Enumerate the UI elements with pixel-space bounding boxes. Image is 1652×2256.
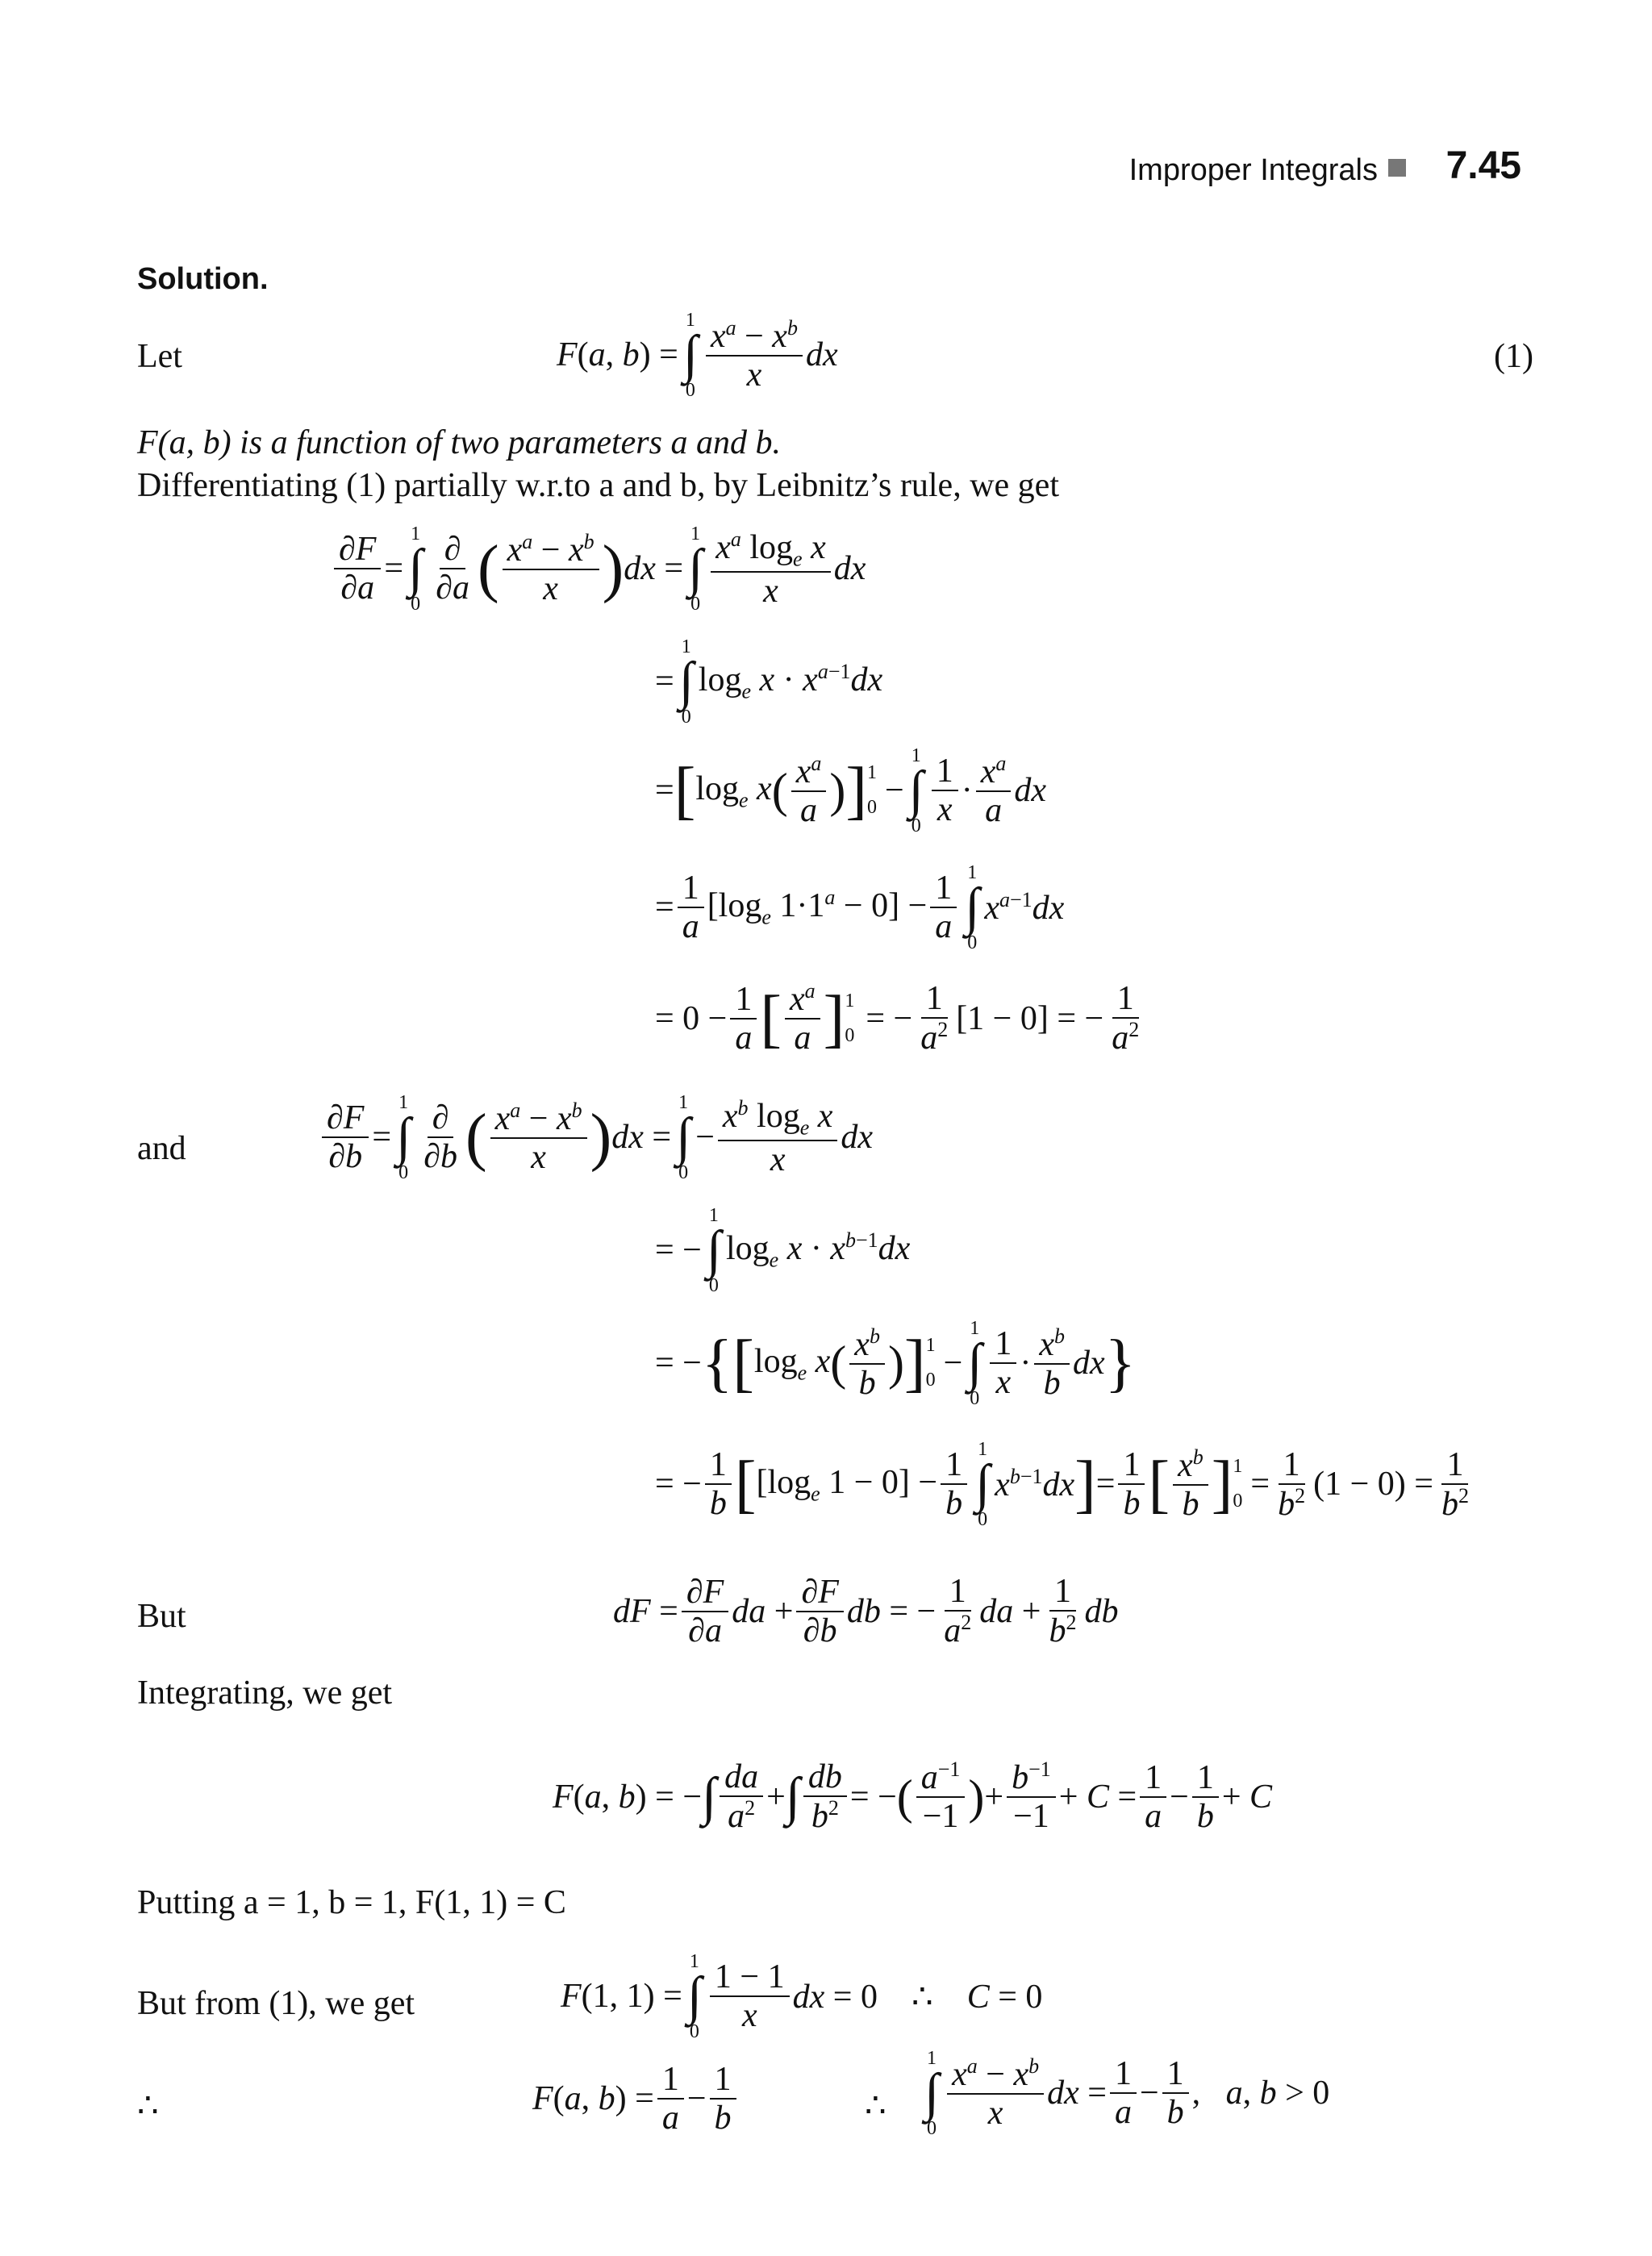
equation-number: (1) [1494, 338, 1533, 375]
header-square-icon [1388, 159, 1406, 177]
but-label: But [137, 1598, 186, 1635]
integrating-line: Integrating, we get [137, 1674, 393, 1712]
equation-result: F(a, b) = $\frac{1}{a}$ − $\frac{1}{b}$ [532, 2061, 740, 2137]
and-label: and [137, 1130, 186, 1167]
therefore-symbol-2: ∴ [865, 2087, 886, 2125]
equation-dFda-line4: = $\frac{1}{a}$ [$\log_e$ $1\cdot 1^a - 0$] − $\frac{1}{a}$ 1 ∫ 0 $x^{a-1}dx$ [655, 862, 1065, 953]
equation-total-differential: dF = $\frac{\partial F}{\partial a}$ da + $\frac{\partial F}{\partial b}$ db = − $\frac{1}{a^2}$ da + $\frac{1}{b^2}$ db [613, 1573, 1119, 1650]
equation-dFda-line1: $\frac{\partial F}{\partial a}$ = 1 ∫ 0 $\frac{\partial}{\partial a}$ ( $\frac{x^a - x^b}{x}$ ) dx = 1 ∫ 0 $\frac{x^a \log_e x}{x}$ dx [331, 524, 866, 614]
equation-F11: F(1, 1) = 1 ∫ 0 $\frac{1 - 1}{x}$ dx = 0 ∴ C = 0 [561, 1951, 1043, 2042]
equation-dFdb-line4: = − $\frac{1}{b}$ [ [$\log_e$ 1 − 0] − $\frac{1}{b}$ 1 ∫ 0 $x^{b-1}dx$ ] = $\frac{1}{b}$ [ $\frac{x^b}{b}$ ] 1 0 = $\frac{1}{b^2}$ (1 − 0) = $\frac{1}{b^2}$ [655, 1439, 1469, 1530]
but-from-line: But from (1), we get [137, 1985, 415, 2022]
params-line: F(a, b) is a function of two parameters a and b. [137, 424, 781, 461]
equation-final: 1 ∫ 0 $\frac{x^a - x^b}{x}$ dx = $\frac{1}{a}$ − $\frac{1}{b}$ , a, b > 0 [924, 2048, 1330, 2139]
therefore-symbol: ∴ [137, 2087, 159, 2125]
equation-dFda-line3: = [ $\log_e x$ ( $\frac{x^a}{a}$ ) ] 1 0 − 1 ∫ 0 $\frac{1}{x}$ · $\frac{x^a}{a}$ dx [655, 745, 1047, 836]
equation-definition: F(a, b) = 1 ∫ 0 $\frac{x^a - x^b}{x}$ dx [557, 310, 838, 401]
running-header-title: Improper Integrals [1128, 153, 1378, 187]
putting-line: Putting a = 1, b = 1, F(1, 1) = C [137, 1884, 566, 1921]
equation-dFdb-line1: $\frac{\partial F}{\partial b}$ = 1 ∫ 0 $\frac{\partial}{\partial b}$ ( $\frac{x^a - x^b}{x}$ ) dx = 1 ∫ 0 − $\frac{x^b \log_e x}{x}$ dx [319, 1093, 873, 1182]
let-label: Let [137, 338, 182, 375]
differentiating-line: Differentiating (1) partially w.r.to a and b, by Leibnitz’s rule, we get [137, 467, 1059, 504]
equation-integrated: F(a, b) = − ∫ $\frac{da}{a^2}$ + ∫ $\frac{db}{b^2}$ = − ( $\frac{a^{-1}}{-1}$ ) + $\frac{b^{-1}}{-1}$ + C = $\frac{1}{a}$ − $\frac{1}{b}$ + C [553, 1758, 1273, 1836]
solution-heading: Solution. [137, 262, 269, 296]
equation-dFdb-line2: = − 1 ∫ 0 $\log_e x \cdot x^{b-1}dx$ [655, 1205, 911, 1296]
equation-dFdb-line3: = − { [ $\log_e x$ ( $\frac{x^b}{b}$ ) ] 1 0 − 1 ∫ 0 $\frac{1}{x}$ · $\frac{x^b}{b}$ dx } [655, 1318, 1137, 1409]
page-number: 7.45 [1446, 144, 1521, 187]
equation-dFda-line2: = 1 ∫ 0 $\log_e x \cdot x^{a-1}dx$ [655, 636, 883, 728]
equation-dFda-line5: = 0 − $\frac{1}{a}$ [ $\frac{x^a}{a}$ ] 1 0 = − $\frac{1}{a^2}$ [1 − 0] = − $\frac{1}{a^2}$ [655, 979, 1140, 1057]
